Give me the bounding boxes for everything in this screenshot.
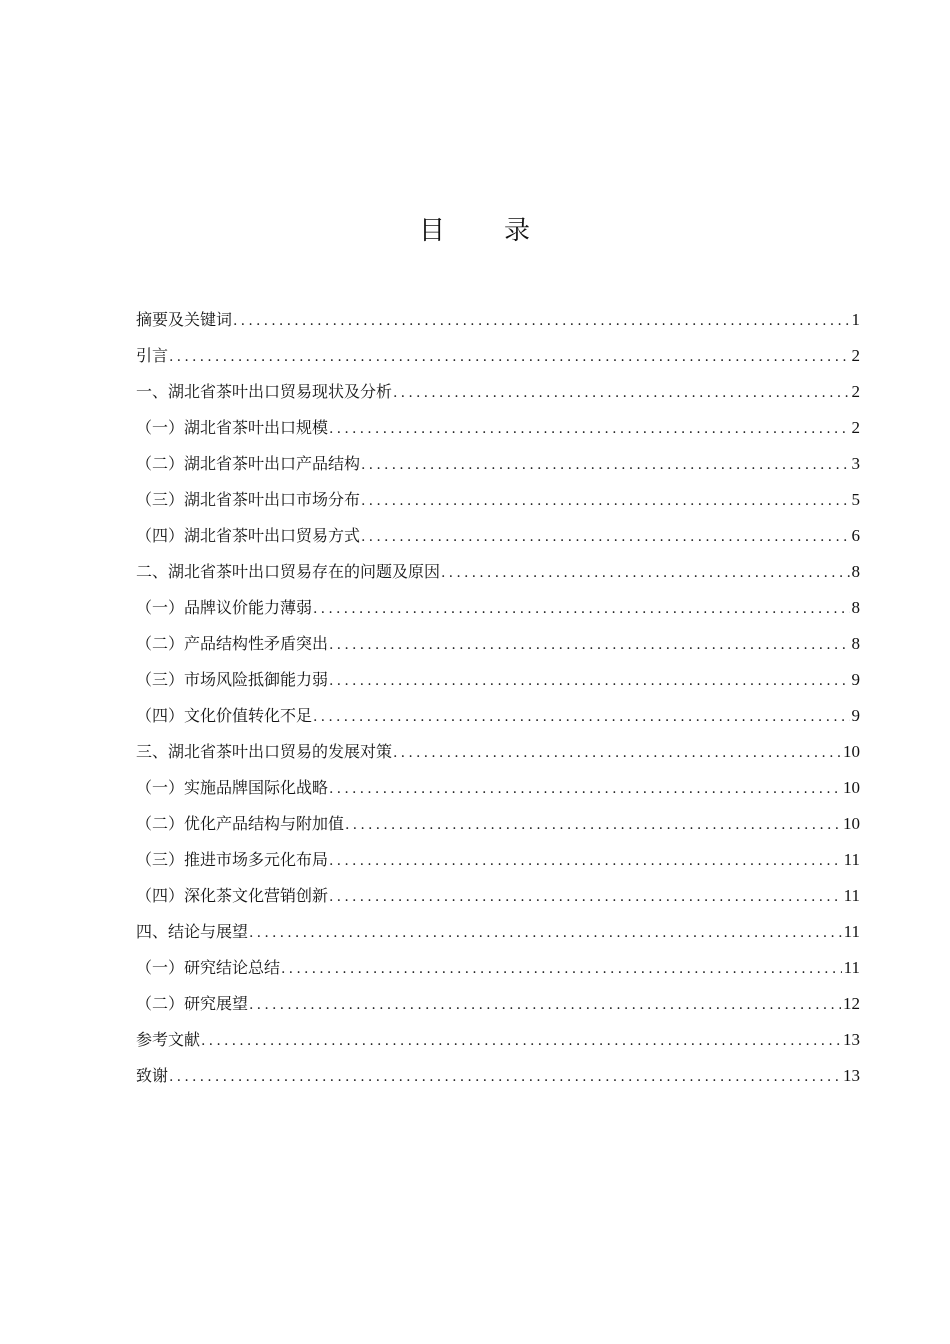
toc-leader-dots: [329, 843, 842, 879]
toc-entry-page: 8: [851, 562, 860, 581]
toc-entry[interactable]: [136, 698, 860, 734]
toc-leader-dots: [441, 555, 849, 591]
toc-entry[interactable]: [136, 914, 860, 950]
toc-leader-dots: [249, 915, 842, 951]
toc-entry-page: 10: [843, 742, 860, 761]
toc-entry[interactable]: [136, 734, 860, 770]
toc-entry[interactable]: [136, 1022, 860, 1058]
toc-entry-label: （一）研究结论总结: [136, 958, 281, 977]
toc-leader-dots: [169, 1059, 841, 1095]
toc-entry-label: 三、湖北省茶叶出口贸易的发展对策: [136, 742, 393, 761]
toc-entry-label: 参考文献: [136, 1030, 201, 1049]
toc-leader-dots: [201, 1023, 841, 1059]
toc-entry-page: 10: [843, 814, 860, 833]
toc-entry-page: 8: [851, 598, 860, 617]
toc-entry[interactable]: [136, 770, 860, 806]
toc-leader-dots: [313, 699, 849, 735]
toc-entry-page: 8: [851, 634, 860, 653]
toc-entry[interactable]: [136, 878, 860, 914]
toc-entry-label: （一）品牌议价能力薄弱: [136, 598, 313, 617]
toc-entry[interactable]: [136, 374, 860, 410]
toc-title: [0, 210, 950, 247]
toc-entry-label: （三）湖北省茶叶出口市场分布: [136, 490, 361, 509]
toc-entry-label: （四）深化茶文化营销创新: [136, 886, 329, 905]
toc-entry-label: （二）产品结构性矛盾突出: [136, 634, 329, 653]
toc-entry-page: 12: [843, 994, 860, 1013]
toc-leader-dots: [393, 375, 849, 411]
toc-entry-label: 四、结论与展望: [136, 922, 249, 941]
toc-entry-page: 3: [851, 454, 860, 473]
toc-entry-page: 2: [851, 346, 860, 365]
toc-entry-page: 1: [851, 310, 860, 329]
toc-entry-page: 13: [843, 1030, 860, 1049]
toc-entry-label: 二、湖北省茶叶出口贸易存在的问题及原因: [136, 562, 441, 581]
toc-entry-label: 引言: [136, 346, 169, 365]
toc-entry-label: 摘要及关键词: [136, 310, 233, 329]
toc-entry-page: 11: [843, 922, 860, 941]
toc-entry[interactable]: [136, 842, 860, 878]
toc-entry[interactable]: [136, 590, 860, 626]
toc-leader-dots: [169, 339, 849, 375]
toc-entry[interactable]: [136, 1058, 860, 1094]
toc-entry-label: （二）研究展望: [136, 994, 249, 1013]
toc-leader-dots: [361, 519, 849, 555]
toc-entry[interactable]: [136, 410, 860, 446]
toc-entry-page: 10: [843, 778, 860, 797]
toc-entry[interactable]: [136, 986, 860, 1022]
toc-entry-label: （四）文化价值转化不足: [136, 706, 313, 725]
toc-leader-dots: [281, 951, 842, 987]
toc-leader-dots: [313, 591, 849, 627]
toc-leader-dots: [361, 483, 849, 519]
toc-leader-dots: [329, 411, 849, 447]
toc-list: [136, 302, 860, 1094]
toc-entry[interactable]: [136, 662, 860, 698]
toc-entry[interactable]: [136, 446, 860, 482]
toc-entry-page: 5: [851, 490, 860, 509]
toc-leader-dots: [249, 987, 841, 1023]
toc-leader-dots: [393, 735, 841, 771]
toc-entry-page: 6: [851, 526, 860, 545]
toc-title-right: 录: [504, 216, 532, 246]
toc-entry[interactable]: [136, 950, 860, 986]
toc-entry-label: 一、湖北省茶叶出口贸易现状及分析: [136, 382, 393, 401]
toc-leader-dots: [329, 627, 849, 663]
toc-title-left: 目: [418, 216, 446, 246]
toc-leader-dots: [329, 663, 849, 699]
toc-entry-label: （一）湖北省茶叶出口规模: [136, 418, 329, 437]
toc-entry[interactable]: [136, 518, 860, 554]
toc-leader-dots: [329, 771, 841, 807]
toc-entry-page: 11: [843, 850, 860, 869]
toc-entry[interactable]: [136, 554, 860, 590]
toc-entry-label: 致谢: [136, 1066, 169, 1085]
toc-entry[interactable]: [136, 626, 860, 662]
toc-leader-dots: [329, 879, 842, 915]
toc-entry-label: （一）实施品牌国际化战略: [136, 778, 329, 797]
toc-entry[interactable]: [136, 338, 860, 374]
toc-leader-dots: [233, 303, 849, 339]
toc-entry-label: （二）湖北省茶叶出口产品结构: [136, 454, 361, 473]
toc-entry-page: 11: [843, 886, 860, 905]
toc-leader-dots: [345, 807, 841, 843]
toc-entry[interactable]: [136, 302, 860, 338]
toc-entry[interactable]: [136, 482, 860, 518]
toc-entry-label: （三）推进市场多元化布局: [136, 850, 329, 869]
toc-leader-dots: [361, 447, 849, 483]
toc-entry-page: 2: [851, 418, 860, 437]
toc-entry-page: 11: [843, 958, 860, 977]
toc-entry-label: （三）市场风险抵御能力弱: [136, 670, 329, 689]
toc-entry-page: 13: [843, 1066, 860, 1085]
toc-entry-page: 9: [851, 670, 860, 689]
toc-entry-page: 2: [851, 382, 860, 401]
toc-entry-label: （二）优化产品结构与附加值: [136, 814, 345, 833]
toc-entry-label: （四）湖北省茶叶出口贸易方式: [136, 526, 361, 545]
toc-entry[interactable]: [136, 806, 860, 842]
toc-entry-page: 9: [851, 706, 860, 725]
